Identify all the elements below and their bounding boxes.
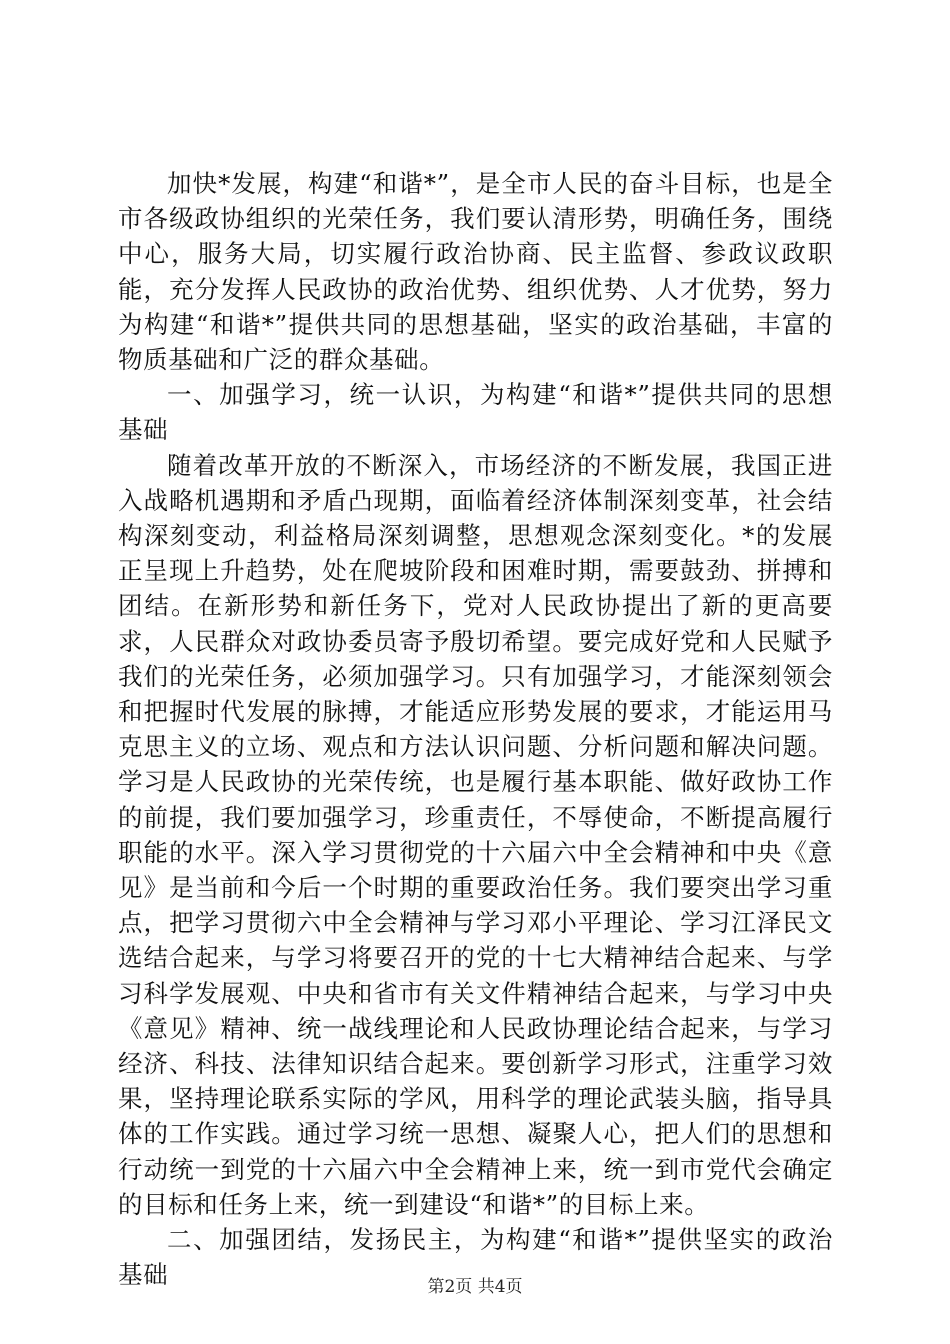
document-body bbox=[118, 166, 833, 1293]
section-heading-1: 一、加强学习，统一认识，为构建“和谐*”提供共同的思想基础 bbox=[118, 380, 833, 445]
page-number-footer: 第2页 共4页 bbox=[427, 1277, 523, 1297]
section-heading-2: 二、加强团结，发扬民主，为构建“和谐*”提供坚实的政治基础 bbox=[118, 1225, 833, 1290]
section-1-paragraph: 随着改革开放的不断深入，市场经济的不断发展，我国正进入战略机遇期和矛盾凸现期，面临着经济体制深刻变革，社会结构深刻变动，利益格局深刻调整，思想观念深刻变化。*的发展正呈现上升趋势，处在爬坡阶段和困难时期，需要鼓劲、拼搏和团结。在新形势和新任务下，党对人民政协提出了新的更高要求，人民群众对政协委员寄予殷切希望。要完成好党和人民赋予我们的光荣任务，必须加强学习。只有加强学习，才能深刻领会和把握时代发展的脉搏，才能适应形势发展的要求，才能运用马克思主义的立场、观点和方法认识问题、分析问题和解决问题。学习是人民政协的光荣传统，也是履行基本职能、做好政协工作的前提，我们要加强学习，珍重责任，不辱使命，不断提高履行职能的水平。深入学习贯彻党的十六届六中全会精神和中央《意见》是当前和今后一个时期的重要政治任务。我们要突出学习重点，把学习贯彻六中全会精神与学习邓小平理论、学习江泽民文选结合起来，与学习将要召开的党的十七大精神结合起来、与学习科学发展观、中央和省市有关文件精神结合起来，与学习中央《意见》精神、统一战线理论和人民政协理论结合起来，与学习经济、科技、法律知识结合起来。要创新学习形式，注重学习效果，坚持理论联系实际的学风，用科学的理论武装头脑，指导具体的工作实践。通过学习统一思想、凝聚人心，把人们的思想和行动统一到党的十六届六中全会精神上来，统一到市党代会确定的目标和任务上来，统一到建设“和谐*”的目标上来。 bbox=[118, 450, 833, 1219]
intro-paragraph: 加快*发展，构建“和谐*”，是全市人民的奋斗目标，也是全市各级政协组织的光荣任务，我们要认清形势，明确任务，围绕中心，服务大局，切实履行政治协商、民主监督、参政议政职能，充分发挥人民政协的政治优势、组织优势、人才优势，努力为构建“和谐*”提供共同的思想基础，坚实的政治基础，丰富的物质基础和广泛的群众基础。 bbox=[118, 169, 833, 375]
